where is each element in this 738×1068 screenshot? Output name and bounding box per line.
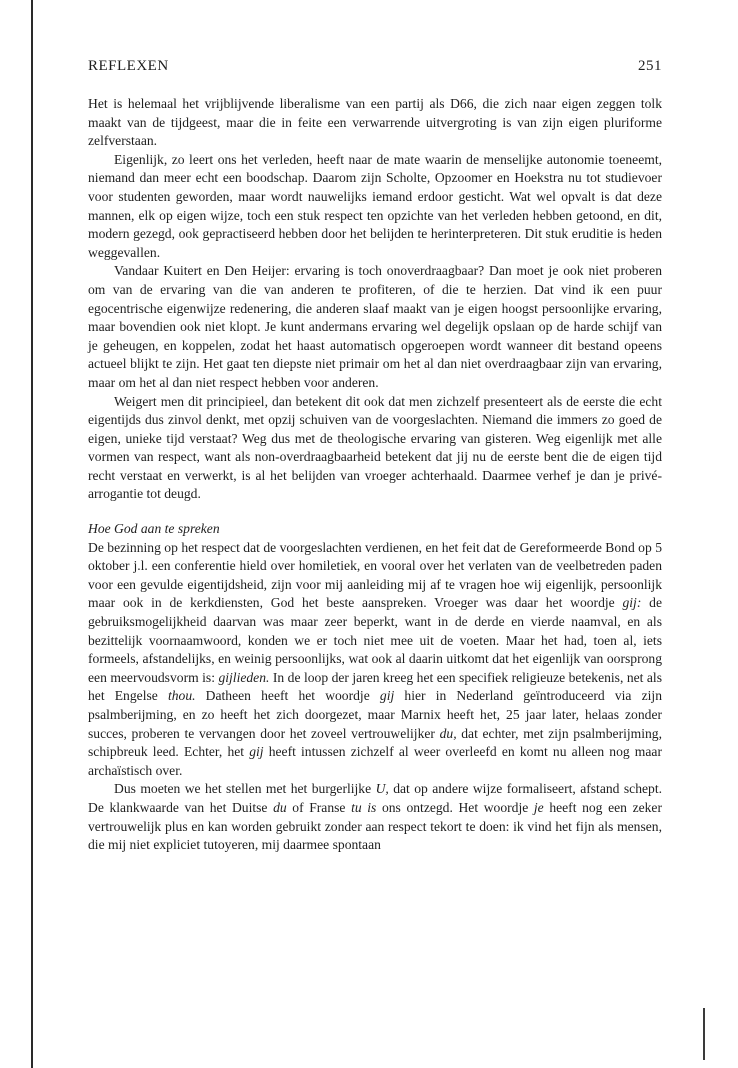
italic-term: du: [273, 799, 287, 815]
italic-term: gij:: [622, 595, 642, 611]
text-run: In de loop der jaren kreeg het een specifiek religieuze betekenis, net als het Engelse: [88, 669, 662, 704]
text-run: Weigert men dit principieel, dan betekent dit ook dat men zichzelf presenteert als de eerste die echt eigentijds dus zinvol denkt, met opzij schuiven van de voorgeslachten. Niemand die immers zo goed de eigen, unieke tijd verstaat? Weg dus met de theologische ervaring van gisteren. Weg eigenlijk met alle vormen van respect, want als non-overdraagbaarheid betekent dat jij nu de eerste bent die de eigen tijd recht verstaat en verwerkt, is al het belijden van vroeger achterhaald. Daarmee verhef je dan je privé-arrogantie tot deugd.: [88, 393, 662, 502]
text-run: hier in Nederland geïntroduceerd via zijn psalmberijming, en zo heeft het zich doorgezet, maar Marnix heeft het, 25 jaar later, helaas zonder succes, proberen te vervangen door het zoveel vertrouwelijker: [88, 688, 663, 741]
italic-term: gij: [249, 744, 264, 760]
text-run: dat op andere wijze formaliseert, afstand schept. De klankwaarde van het Duitse: [88, 781, 662, 815]
book-page: [88, 58, 662, 855]
running-title: REFLEXEN: [88, 58, 169, 74]
paragraph: [88, 151, 662, 263]
text-run: of Franse: [286, 799, 352, 815]
scan-edge-left: [31, 0, 33, 1068]
scan-edge-right: [703, 1008, 705, 1060]
paragraph: [88, 262, 662, 392]
text-run: dat echter, met zijn psalmberijming, schipbreuk leed. Echter, het: [88, 725, 662, 760]
body-text-block-1: [88, 95, 662, 504]
italic-term: tu is: [351, 799, 377, 815]
text-run: heeft intussen zichzelf al weer overleefd en komt nu alleen nog maar archaïstisch over.: [88, 744, 662, 778]
text-run: De bezinning op het respect dat de voorgeslachten verdienen, en het feit dat de Gereformeerde Bond op 5 oktober j.l. een conferentie hield over homiletiek, en vooral over het verlaten van de veelbetreden paden voor een gevulde eigentijdsheid, zijn voor mij aanleiding mij af te vragen hoe wij eigenlijk, persoonlijk maar ook in de kerkdiensten, God het beste aanspreken. Vroeger was daar het woordje: [88, 539, 662, 611]
text-run: Eigenlijk, zo leert ons het verleden, heeft naar de mate waarin de menselijke autonomie toeneemt, niemand dan meer echt een boodschap. Daarom zijn Scholte, Opzoomer en Hoekstra nu tot studievoer voor studenten geworden, maar wordt nauwelijks iemand erdoor gesticht. Wat wel opvalt is dat deze mannen, elk op eigen wijze, toch een stuk respect ten opzichte van het verleden hebben getoond, en dit, modern gezegd, ook gepractiseerd hebben door het belijden te herinterpreteren. Dit stuk eruditie is heden weggevallen.: [88, 151, 662, 260]
text-run: Het is helemaal het vrijblijvende liberalisme van een partij als D66, die zich naar eigen zeggen tolk maakt van de tijdgeest, maar die in feite een verwarrende uitvergroting is van zijn eigen pluriforme zelfverstaan.: [88, 96, 662, 149]
paragraph: [88, 539, 662, 781]
italic-term: thou.: [167, 688, 196, 704]
paragraph: [88, 393, 662, 505]
section-heading: Hoe God aan te spreken: [88, 521, 220, 537]
running-header: [88, 58, 662, 75]
page-number: 251: [638, 58, 662, 74]
italic-term: du,: [439, 725, 457, 741]
text-run: de gebruiksmogelijkheid daarvan was maar zeer beperkt, want in de derde en vierde naamval, en als bezittelijk voornaamwoord, konden we er toch niet mee uit de voeten. Maar het had, toen al, iets formeels, afstandelijks, en weinig persoonlijks, wat ook al daarin uitkomt dat het eigenlijk van oorsprong een meervoudsvorm is:: [88, 595, 662, 685]
body-text-block-2: [88, 539, 662, 855]
text-run: Dus moeten we het stellen met het burgerlijke: [114, 781, 376, 797]
italic-term: gijlieden.: [218, 669, 270, 685]
paragraph: [88, 95, 662, 151]
text-run: heeft nog een zeker vertrouwelijk plus en kan worden gebruikt zonder aan respect tekort te doen: ik vind het fijn als mensen, die mij niet expliciet tutoyeren, mij daarmee spontaan: [88, 799, 662, 853]
paragraph: [88, 780, 662, 854]
text-run: Vandaar Kuitert en Den Heijer: ervaring is toch onoverdraagbaar? Dan moet je ook niet proberen om van de ervaring van die van anderen te profiteren, of die te herzien. Dat vind ik een puur egocentrische eigenwijze redenering, die anderen slaaf maakt van je eigen hoogst persoonlijke ervaring, maar bovendien ook niet klopt. Je kunt andermans ervaring wel degelijk opslaan op de harde schijf van je geheugen, en koppelen, zodat het haast automatisch opgeroepen wordt wanneer dit bestand opeens actueel blijkt te zijn. Het gaat ten diepste niet primair om het al dan niet overdraagbaar zijn van ervaring, maar om het al dan niet respect hebben voor anderen.: [88, 263, 662, 390]
italic-term: U,: [375, 781, 389, 797]
text-run: ons ontzegd. Het woordje: [376, 799, 534, 815]
text-run: Datheen heeft het woordje: [195, 688, 380, 704]
italic-term: je: [533, 799, 544, 815]
italic-term: gij: [379, 688, 395, 704]
